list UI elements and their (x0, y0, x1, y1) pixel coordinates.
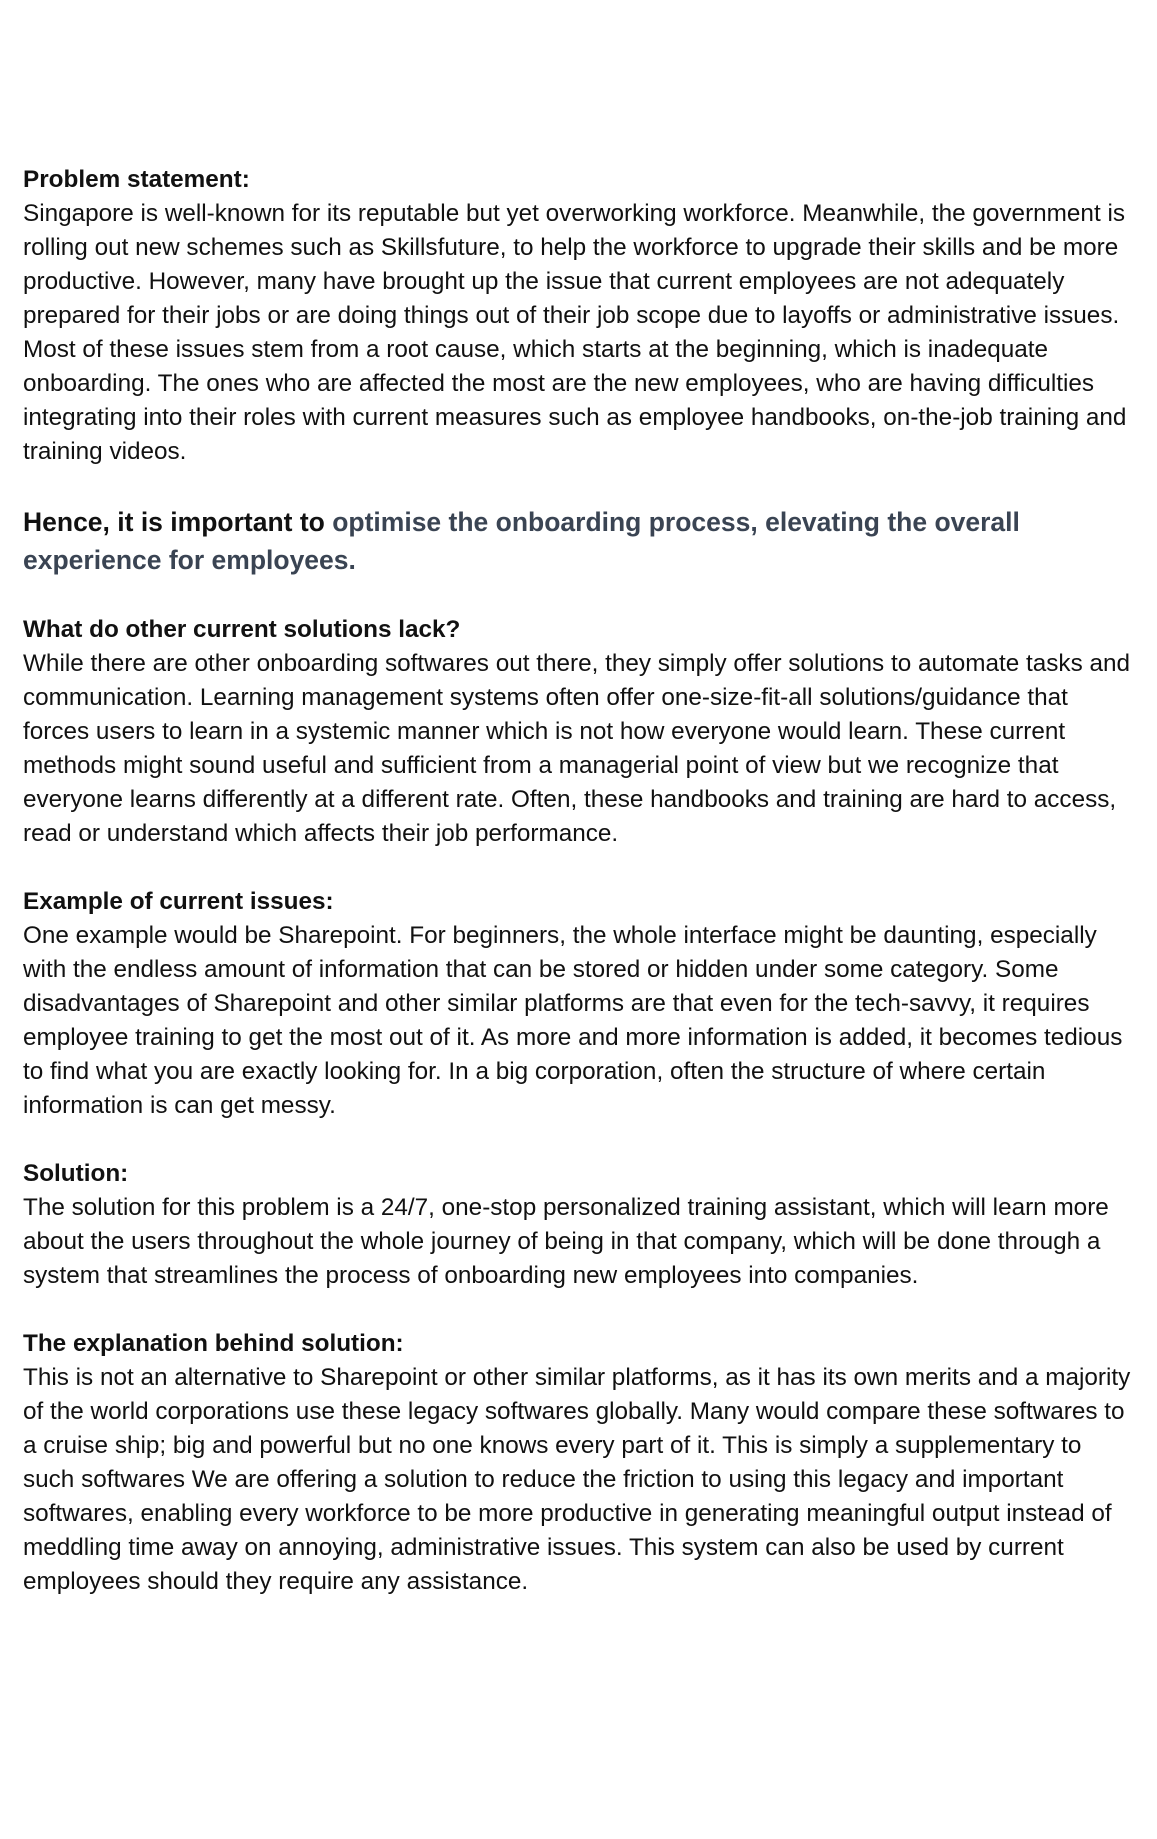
section-heading: Solution: (23, 1160, 129, 1187)
section-solution-explanation (23, 1327, 1133, 1599)
section-solution (23, 1157, 1133, 1293)
section-heading: What do other current solutions lack? (23, 616, 461, 643)
section-body: One example would be Sharepoint. For beginners, the whole interface might be daunting, especially with the endless amount of information that can be stored or hidden under some category. Some disadvantages of Sharepoint and other similar platforms are that even for the tech-savvy, it requires employee training to get the most out of it. As more and more information is added, it becomes tedious to find what you are exactly looking for. In a big corporation, often the structure of where certain information is can get messy. (23, 922, 1123, 1119)
document-body (23, 163, 1133, 1633)
key-statement (23, 503, 1133, 579)
section-heading: Problem statement: (23, 166, 250, 193)
section-heading: The explanation behind solution: (23, 1330, 404, 1357)
section-current-issues (23, 885, 1133, 1123)
section-body: While there are other onboarding softwares out there, they simply offer solutions to automate tasks and communication. Learning management systems often offer one-size-fit-all solutions/guidance that forces users to learn in a systemic manner which is not how everyone would learn. These current methods might sound useful and sufficient from a managerial point of view but we recognize that everyone learns differently at a different rate. Often, these handbooks and training are hard to access, read or understand which affects their job performance. (23, 650, 1131, 847)
section-heading: Example of current issues: (23, 888, 334, 915)
key-statement-highlight: optimise the onboarding process, elevating the overall experience for employees. (23, 507, 1020, 575)
key-statement-lead: Hence, it is important to (23, 507, 333, 537)
section-body: Singapore is well-known for its reputable but yet overworking workforce. Meanwhile, the government is rolling out new schemes such as Skillsfuture, to help the workforce to upgrade their skills and be more productive. However, many have brought up the issue that current employees are not adequately prepared for their jobs or are doing things out of their job scope due to layoffs or administrative issues. Most of these issues stem from a root cause, which starts at the beginning, which is inadequate onboarding. The ones who are affected the most are the new employees, who are having difficulties integrating into their roles with current measures such as employee handbooks, on-the-job training and training videos. (23, 200, 1127, 465)
section-problem-statement (23, 163, 1133, 469)
section-solutions-lack (23, 613, 1133, 851)
section-body: This is not an alternative to Sharepoint or other similar platforms, as it has its own merits and a majority of the world corporations use these legacy softwares globally. Many would compare these softwares to a cruise ship; big and powerful but no one knows every part of it. This is simply a supplementary to such softwares We are offering a solution to reduce the friction to using this legacy and important softwares, enabling every workforce to be more productive in generating meaningful output instead of meddling time away on annoying, administrative issues. This system can also be used by current employees should they require any assistance. (23, 1364, 1131, 1595)
section-body: The solution for this problem is a 24/7, one-stop personalized training assistant, which will learn more about the users throughout the whole journey of being in that company, which will be done through a system that streamlines the process of onboarding new employees into companies. (23, 1194, 1109, 1289)
